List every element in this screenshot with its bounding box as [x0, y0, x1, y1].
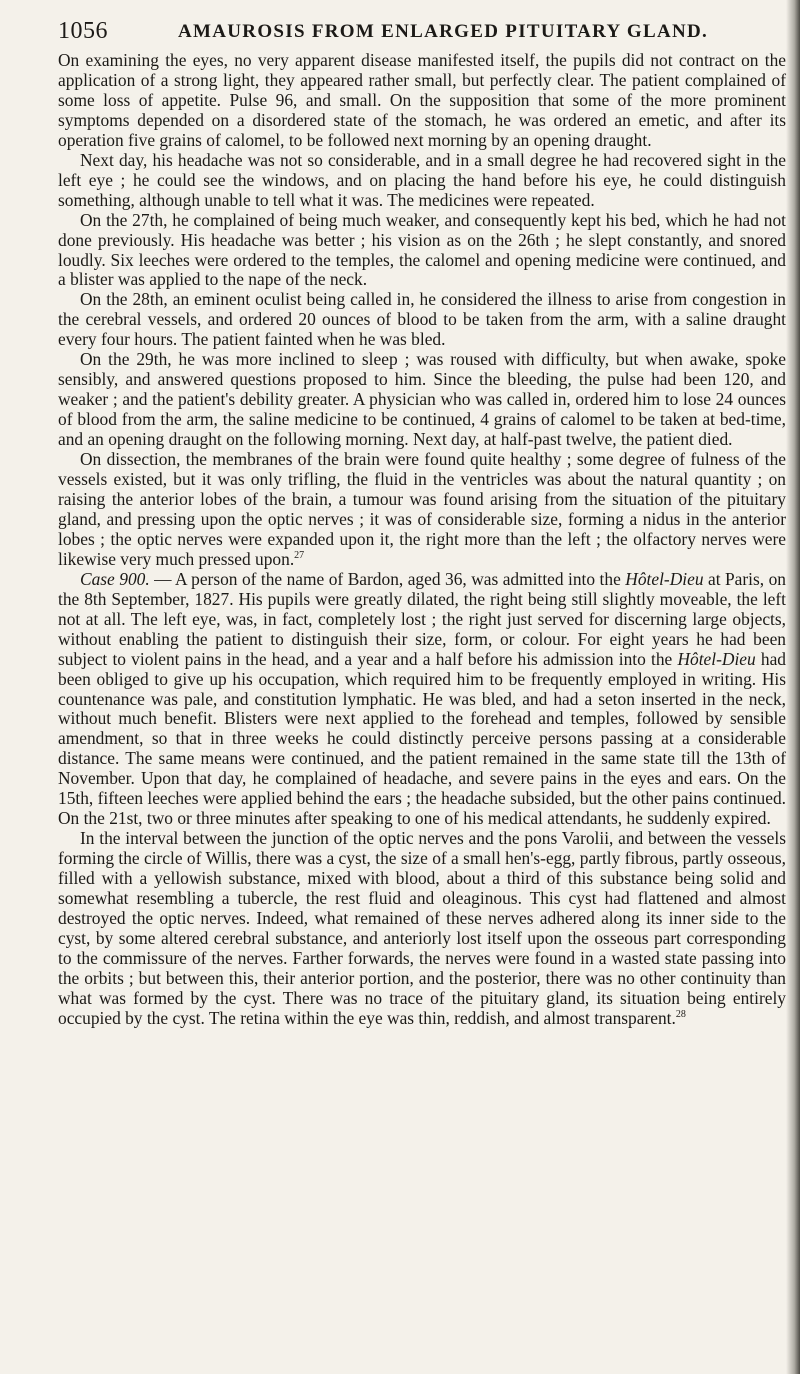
case-label: Case 900.: [80, 568, 150, 589]
footnote-ref: 28: [675, 1008, 686, 1020]
paragraph: On the 29th, he was more inclined to sleep ; was roused with difficulty, but when awake, spoke sensibly, and answered questions proposed to him. Since the bleeding, the pulse had been 120, and weaker ; and the patient's debility greater. A physician who was called in, ordered him to lose 24 ounces of blood from the arm, the saline medicine to be continued, 4 grains of calomel to be taken at bed-time, and an opening draught on the following morning. Next day, at half-past twelve, the patient died.: [58, 349, 786, 450]
footnote-ref: 27: [294, 550, 305, 562]
page-edge-shadow: [786, 0, 800, 1374]
page-header: [58, 18, 760, 50]
paragraph: On examining the eyes, no very apparent disease manifested itself, the pupils did not contract on the application of a strong light, they appeared rather small, but perfectly clear. The patient complained of some loss of appetite. Pulse 96, and small. On the supposition that some of the more prominent symptoms depended on a disordered state of the stomach, he was ordered an emetic, and after its operation five grains of calomel, to be followed next morning by an opening draught.: [58, 50, 786, 150]
page-number: 1056: [58, 18, 108, 44]
running-title: AMAUROSIS FROM ENLARGED PITUITARY GLAND.: [178, 21, 709, 42]
paragraph: On the 27th, he complained of being much weaker, and consequently kept his bed, which he had not done previously. His headache was better ; his vision as on the 26th ; he slept constantly, and snored loudly. Six leeches were ordered to the temples, the calomel and opening medicine were continued, and a blister was applied to the nape of the neck.: [58, 209, 786, 290]
paragraph: Next day, his headache was not so considerable, and in a small degree he had recovered sight in the left eye ; he could see the windows, and on placing the hand before his eye, he could distinguish something, although unable to tell what it was. The medicines were repeated.: [58, 149, 786, 210]
paragraph-case-900: Case 900. — A person of the name of Bardon, aged 36, was admitted into the Hôtel-Dieu at Paris, on the 8th September, 1827. His pupils were greatly dilated, the right being still slightly moveable, the left not at all. The left eye, was, in fact, completely lost ; the right just served for discerning large objects, without enabling the patient to distinguish their size, form, or colour. For eight years he had been subject to violent pains in the head, and a year and a half before his admission into the Hôtel-Dieu had been obliged to give up his occupation, which required him to be frequently employed in writing. His countenance was pale, and constitution lymphatic. He was bled, and had a seton inserted in the neck, without much benefit. Blisters were next applied to the forehead and temples, followed by sensible amendment, so that in three weeks he could distinctly perceive persons passing at a considerable distance. The same means were continued, and the patient remained in the same state till the 13th of November. Upon that day, he complained of headache, and severe pains in the eyes and ears. On the 15th, fifteen leeches were applied behind the ears ; the headache subsided, but the other pains continued. On the 21st, two or three minutes after speaking to one of his medical attendants, he suddenly expired.: [58, 568, 786, 829]
paragraph: In the interval between the junction of the optic nerves and the pons Varolii, and between the vessels forming the circle of Willis, there was a cyst, the size of a small hen's-egg, partly fibrous, partly osseous, filled with a yellowish substance, mixed with blood, about a third of this substance being solid and somewhat resembling a tubercle, the rest fluid and oleaginous. This cyst had flattened and almost destroyed the optic nerves. Indeed, what remained of these nerves adhered along its inner side to the cyst, by some altered cerebral substance, and anteriorly lost itself upon the osseous part corresponding to the commissure of the nerves. Farther forwards, the nerves were found in a wasted state passing into the orbits ; but between this, their anterior portion, and the posterior, there was no other continuity than what was formed by the cyst. There was no trace of the pituitary gland, its situation being entirely occupied by the cyst. The retina within the eye was thin, reddish, and almost transparent.$^{28}$: [58, 828, 786, 1028]
body-text: [58, 51, 786, 1029]
paragraph: On the 28th, an eminent oculist being called in, he considered the illness to arise from congestion in the cerebral vessels, and ordered 20 ounces of blood to be taken from the arm, with a saline draught every four hours. The patient fainted when he was bled.: [58, 289, 786, 350]
paragraph: On dissection, the membranes of the brain were found quite healthy ; some degree of fulness of the vessels existed, but it was only trifling, the fluid in the ventricles was about the natural quantity ; on raising the anterior lobes of the brain, a tumour was found arising from the situation of the pituitary gland, and pressing upon the optic nerves ; it was of considerable size, forming a nidus in the anterior lobes ; the optic nerves were expanded upon it, the right more than the left ; the olfactory nerves were likewise very much pressed upon.$^{27}$: [58, 449, 786, 569]
hospital-name: Hôtel-Dieu: [677, 648, 756, 669]
hospital-name: Hôtel-Dieu: [625, 568, 704, 589]
